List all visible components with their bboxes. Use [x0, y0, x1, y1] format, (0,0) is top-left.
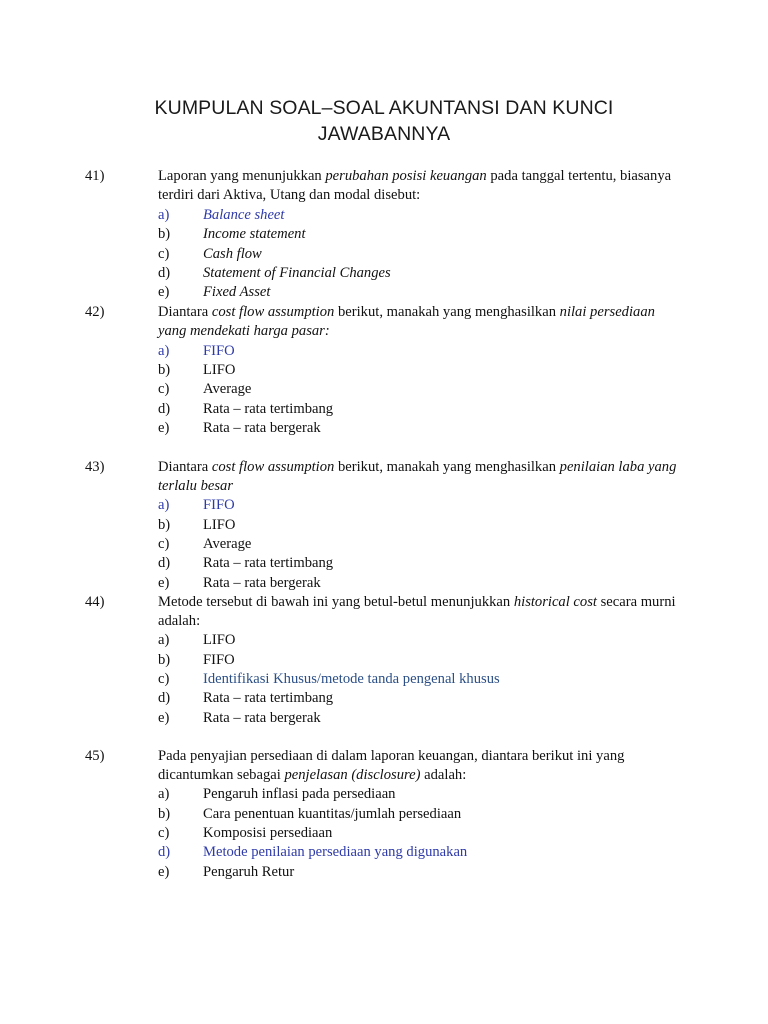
text-span: LIFO [203, 361, 236, 378]
question-number: 43) [85, 458, 105, 475]
text-span: berikut, manakah yang menghasilkan [334, 303, 560, 320]
title-line-1: KUMPULAN SOAL–SOAL AKUNTANSI DAN KUNCI [154, 97, 614, 119]
option-a-correct [158, 206, 718, 225]
text-span: a) [158, 342, 170, 359]
text-span: b) [158, 805, 171, 822]
text-span: penilaian laba yang [559, 458, 677, 475]
question-text [158, 593, 713, 632]
text-span: Metode tersebut di bawah ini yang betul-betul menunjukkan [158, 593, 514, 610]
question-number: 45) [85, 747, 105, 764]
title-line-2: JAWABANNYA [317, 123, 451, 145]
text-span: Diantara [158, 303, 212, 320]
text-span: a) [158, 632, 170, 649]
text-span: historical cost [513, 593, 597, 610]
option-c [158, 380, 718, 399]
option-b [158, 225, 718, 244]
text-span: d) [158, 264, 171, 281]
text-span: Rata – rata bergerak [203, 420, 321, 437]
text-span: Income statement [203, 226, 306, 243]
text-span: e) [158, 420, 170, 437]
text-span: d) [158, 555, 171, 572]
text-span: Rata – rata bergerak [203, 574, 321, 591]
text-span: terdiri dari Aktiva, Utang dan modal disebut: [158, 187, 421, 204]
text-span: Balance sheet [203, 206, 285, 223]
text-span: Rata – rata tertimbang [203, 400, 334, 417]
text-span: nilai persediaan [559, 303, 655, 320]
option-list [158, 496, 718, 593]
text-span: d) [158, 400, 171, 417]
text-span: Laporan yang menunjukkan [158, 168, 326, 184]
option-d-correct [158, 843, 718, 862]
text-span: e) [158, 863, 170, 880]
text-span: Komposisi persediaan [203, 825, 333, 842]
option-e [158, 283, 718, 302]
option-b [158, 651, 718, 670]
text-span: Rata – rata tertimbang [203, 690, 334, 707]
option-list [158, 342, 718, 439]
text-span: FIFO [203, 342, 235, 359]
question-number: 44) [85, 593, 105, 610]
text-span: Average [203, 381, 252, 398]
option-list [158, 206, 718, 303]
text-span: d) [158, 844, 171, 861]
option-c-correct [158, 670, 718, 689]
option-e [158, 709, 718, 728]
text-span: e) [158, 709, 170, 726]
text-span: pada tanggal tertentu, biasanya [486, 168, 672, 184]
option-a [158, 785, 718, 804]
text-span: Identifikasi Khusus/metode tanda pengenal khusus [203, 671, 500, 688]
question-text [158, 303, 713, 342]
text-span: e) [158, 284, 170, 301]
text-span: perubahan posisi keuangan [325, 168, 487, 184]
text-span: Statement of Financial Changes [203, 264, 391, 281]
text-span: c) [158, 536, 170, 553]
question-number: 41) [85, 168, 105, 184]
text-span: c) [158, 671, 170, 688]
option-a [158, 631, 718, 650]
option-c [158, 535, 718, 554]
text-span: c) [158, 381, 170, 398]
text-span: c) [158, 245, 170, 262]
text-span: Rata – rata tertimbang [203, 555, 334, 572]
text-span: FIFO [203, 497, 235, 514]
text-span: adalah: [158, 612, 201, 629]
text-span: adalah: [420, 766, 467, 783]
text-span: b) [158, 651, 171, 668]
text-span: yang mendekati harga pasar: [158, 323, 330, 340]
text-span: Pada penyajian persediaan di dalam laporan keuangan, diantara berikut ini yang [158, 747, 625, 764]
text-span: Average [203, 536, 252, 553]
text-span: b) [158, 516, 171, 533]
text-span: b) [158, 226, 171, 243]
option-d [158, 400, 718, 419]
text-span: Diantara [158, 458, 212, 475]
text-span: FIFO [203, 651, 235, 668]
option-e [158, 419, 718, 438]
option-list [158, 631, 718, 728]
option-b [158, 361, 718, 380]
text-span: berikut, manakah yang menghasilkan [334, 458, 560, 475]
option-b [158, 516, 718, 535]
option-b [158, 805, 718, 824]
option-a-correct [158, 342, 718, 361]
text-span: penjelasan (disclosure) [284, 766, 421, 783]
text-span: Cara penentuan kuantitas/jumlah persediaan [203, 805, 462, 822]
option-d [158, 689, 718, 708]
text-span: cost flow assumption [211, 458, 335, 475]
text-span: a) [158, 497, 170, 514]
option-d [158, 554, 718, 573]
text-span: e) [158, 574, 170, 591]
option-c [158, 824, 718, 843]
question-number: 42) [85, 303, 105, 320]
text-span: Pengaruh inflasi pada persediaan [203, 786, 396, 803]
option-e [158, 863, 718, 882]
text-span: c) [158, 825, 170, 842]
text-span: b) [158, 361, 171, 378]
text-span: secara murni [596, 593, 676, 610]
question-text [158, 167, 713, 206]
text-span: terlalu besar [158, 477, 233, 494]
text-span: Pengaruh Retur [203, 863, 295, 880]
text-span: Fixed Asset [203, 284, 271, 301]
text-span: Rata – rata bergerak [203, 709, 321, 726]
text-span: LIFO [203, 516, 236, 533]
text-span: LIFO [203, 632, 236, 649]
text-span: dicantumkan sebagai [158, 766, 285, 783]
question-text [158, 747, 713, 786]
option-c [158, 245, 718, 264]
option-d [158, 264, 718, 283]
option-a-correct [158, 496, 718, 515]
page-title [0, 95, 768, 147]
text-span: Metode penilaian persediaan yang digunakan [203, 844, 468, 861]
text-span: d) [158, 690, 171, 707]
text-span: cost flow assumption [211, 303, 335, 320]
text-span: Cash flow [203, 245, 262, 262]
question-text [158, 458, 713, 497]
text-span: a) [158, 786, 170, 803]
text-span: a) [158, 206, 170, 223]
option-e [158, 574, 718, 593]
option-list [158, 785, 718, 882]
